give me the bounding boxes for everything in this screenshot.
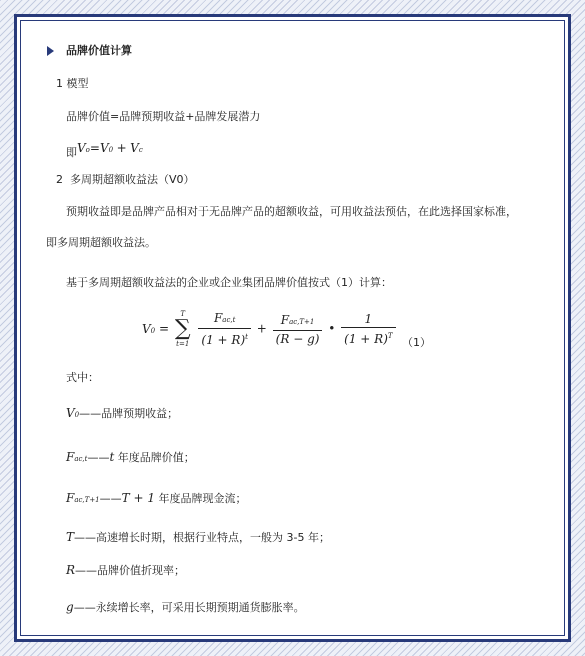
- paragraph1-line2: 即多周期超额收益法。: [46, 236, 156, 249]
- formula-1: [142, 310, 398, 348]
- section-title: 品牌价值计算: [66, 44, 132, 57]
- definition-v0: V0——品牌预期收益；: [66, 406, 179, 420]
- fraction-3: $\frac{1}{(1 + R)^T}$: [341, 312, 395, 346]
- item1-heading: [56, 77, 89, 91]
- definition-g: g——永续增长率，可采用长期预期通货膨胀率。: [66, 600, 305, 614]
- eq1-b: Vc: [130, 141, 143, 155]
- formula-label: （1）: [402, 336, 431, 349]
- definition-r: R——品牌价值折现率；: [66, 563, 186, 577]
- item2-title: 多周期超额收益法（V0）: [70, 173, 195, 186]
- item2-heading: [56, 173, 195, 187]
- item2-number: 2: [56, 173, 63, 186]
- paragraph2: 基于多周期超额收益法的企业或企业集团品牌价值按式（1）计算：: [66, 276, 392, 289]
- equation-line: [66, 141, 143, 160]
- definition-fact-t1: Fac,T+1——T + 1 年度品牌现金流；: [66, 491, 247, 505]
- eq1-lhs: Vo: [77, 141, 90, 155]
- fraction-1: $\frac{\text{Fac,t}}{(1 + R)^t}$: [198, 311, 251, 347]
- summation-sign: T ∑ t=1: [174, 310, 191, 348]
- where-label: 式中：: [66, 371, 99, 384]
- formula1-dot: •: [328, 321, 336, 336]
- formula1-lhs: V0: [142, 321, 156, 336]
- bullet-arrow-icon: [47, 46, 54, 56]
- item1-number: 1: [56, 77, 63, 90]
- eq1-equals: =: [89, 141, 100, 155]
- paragraph1-line1: 预期收益即是品牌产品相对于无品牌产品的超额收益，可用收益法预估，在此选择国家标准，: [66, 205, 517, 218]
- brand-value-formula-text: 品牌价值=品牌预期收益+品牌发展潜力: [66, 110, 261, 123]
- definition-fact: Fac,t——t 年度品牌价值；: [66, 450, 195, 464]
- ji-label: 即: [66, 146, 77, 159]
- formula1-plus: +: [256, 321, 267, 336]
- definition-t: T——高速增长时期，根据行业特点，一般为 3-5 年；: [66, 530, 330, 544]
- fraction-2: $\frac{\text{Fac,T+1}}{(R - g)}$: [273, 313, 323, 346]
- eq1-a: V0: [99, 141, 114, 155]
- item1-title: 模型: [66, 77, 89, 90]
- formula1-equals: =: [158, 321, 170, 336]
- eq1-plus: +: [116, 141, 127, 155]
